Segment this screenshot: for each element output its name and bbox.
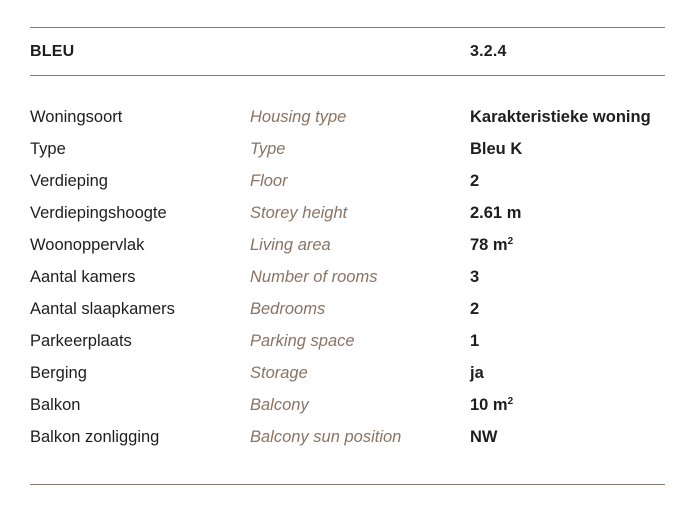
dutch-label: Woningsoort (30, 108, 123, 126)
spec-row-floor (30, 169, 665, 201)
english-label: Floor (250, 172, 288, 190)
english-label: Storage (250, 364, 308, 382)
spec-table (30, 105, 665, 457)
english-label: Living area (250, 236, 331, 254)
spec-value (470, 233, 513, 257)
spec-value (470, 329, 479, 353)
spec-value (470, 361, 484, 385)
spec-row-storage (30, 361, 665, 393)
english-label: Balcony sun position (250, 428, 402, 446)
spec-row-housing-type (30, 105, 665, 137)
spec-row-type (30, 137, 665, 169)
dutch-label: Woonoppervlak (30, 236, 145, 254)
spec-value (470, 297, 479, 321)
header-divider (30, 75, 665, 76)
dutch-label: Verdiepingshoogte (30, 204, 167, 222)
value-superscript: 2 (507, 396, 514, 407)
spec-value (470, 393, 513, 417)
spec-value (470, 169, 479, 193)
dutch-label: Verdieping (30, 172, 108, 190)
value-text: Bleu K (470, 140, 523, 158)
spec-value (470, 105, 651, 129)
dutch-label: Aantal kamers (30, 268, 136, 286)
value-text: ja (470, 364, 484, 382)
spec-row-number-of-rooms (30, 265, 665, 297)
dutch-label: Aantal slaapkamers (30, 300, 175, 318)
english-label: Housing type (250, 108, 347, 126)
spec-header (30, 43, 665, 65)
spec-row-parking-space (30, 329, 665, 361)
spec-row-living-area (30, 233, 665, 265)
value-text: NW (470, 428, 498, 446)
value-text: 10 m (470, 396, 508, 414)
english-label: Bedrooms (250, 300, 326, 318)
english-label: Storey height (250, 204, 348, 222)
value-text: 2.61 m (470, 204, 522, 222)
spec-row-storey-height (30, 201, 665, 233)
unit-name: BLEU (30, 43, 75, 60)
spec-row-balcony (30, 393, 665, 425)
spec-value (470, 137, 522, 161)
english-label: Type (250, 140, 286, 158)
spec-value (470, 201, 521, 225)
english-label: Number of rooms (250, 268, 378, 286)
top-divider (30, 27, 665, 28)
dutch-label: Type (30, 140, 66, 158)
value-text: 3 (470, 268, 480, 286)
value-text: 2 (470, 172, 480, 190)
value-text: Karakteristieke woning (470, 108, 651, 126)
dutch-label: Balkon (30, 396, 81, 414)
value-text: 78 m (470, 236, 508, 254)
spec-row-balcony-sun-position (30, 425, 665, 457)
value-text: 1 (470, 332, 480, 350)
dutch-label: Parkeerplaats (30, 332, 132, 350)
english-label: Balcony (250, 396, 309, 414)
bottom-divider (30, 484, 665, 485)
unit-code: 3.2.4 (470, 43, 507, 60)
english-label: Parking space (250, 332, 355, 350)
value-text: 2 (470, 300, 480, 318)
dutch-label: Balkon zonligging (30, 428, 160, 446)
spec-value (470, 425, 498, 449)
value-superscript: 2 (507, 236, 514, 247)
spec-row-bedrooms (30, 297, 665, 329)
spec-value (470, 265, 479, 289)
dutch-label: Berging (30, 364, 87, 382)
